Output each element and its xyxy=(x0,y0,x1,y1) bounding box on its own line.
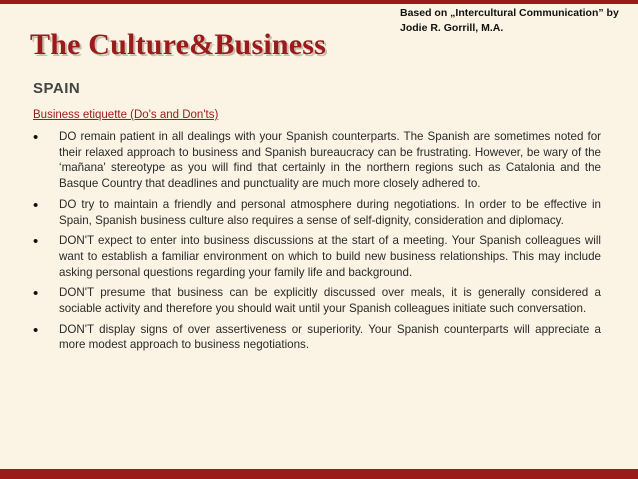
bullet-icon: • xyxy=(33,233,39,251)
bullet-text: DO try to maintain a friendly and personal atmosphere during negotiations. In order to be effective in Spain, Spanish business culture also requires a sense of self-dignity, consideration and diplomacy. xyxy=(59,197,601,227)
bullet-icon: • xyxy=(33,285,39,303)
list-item xyxy=(33,129,601,192)
bullet-text: DO remain patient in all dealings with your Spanish counterparts. The Spanish are sometimes noted for their relaxed approach to business and Spanish bureaucracy can be frustrating. However, be wary of the ‘mañana' stereotype as you will find that certainly in the northern regions such as Catalonia and the Basque Country that deadlines and punctuality are much more closely adhered to. xyxy=(59,130,601,191)
etiquette-list xyxy=(33,129,601,358)
country-subtitle: SPAIN xyxy=(33,80,81,97)
bullet-text: DON'T presume that business can be explicitly discussed over meals, it is generally considered a sociable activity and therefore you should wait until your Spanish colleagues initiate such conversation. xyxy=(59,286,601,316)
list-item xyxy=(33,233,601,280)
bullet-text: DON'T expect to enter into business discussions at the start of a meeting. Your Spanish colleagues will want to establish a familiar environment on which to build new business relationships. This may include asking personal questions regarding your family life and background. xyxy=(59,234,601,279)
bullet-icon: • xyxy=(33,321,39,339)
list-item xyxy=(33,322,601,353)
bullet-text: DON'T display signs of over assertiveness or superiority. Your Spanish counterparts will appreciate a more modest approach to business negotiations. xyxy=(59,322,601,352)
bottom-accent-bar xyxy=(0,469,638,479)
slide-title: The Culture&Business xyxy=(30,28,327,61)
list-item xyxy=(33,285,601,316)
source-note: Based on „Intercultural Communication” by Jodie R. Gorrill, M.A. xyxy=(400,7,619,34)
section-heading: Business etiquette (Do's and Don'ts) xyxy=(33,109,219,121)
list-item xyxy=(33,197,601,228)
top-accent-bar xyxy=(0,0,638,4)
bullet-icon: • xyxy=(33,196,39,214)
bullet-icon: • xyxy=(33,129,39,146)
